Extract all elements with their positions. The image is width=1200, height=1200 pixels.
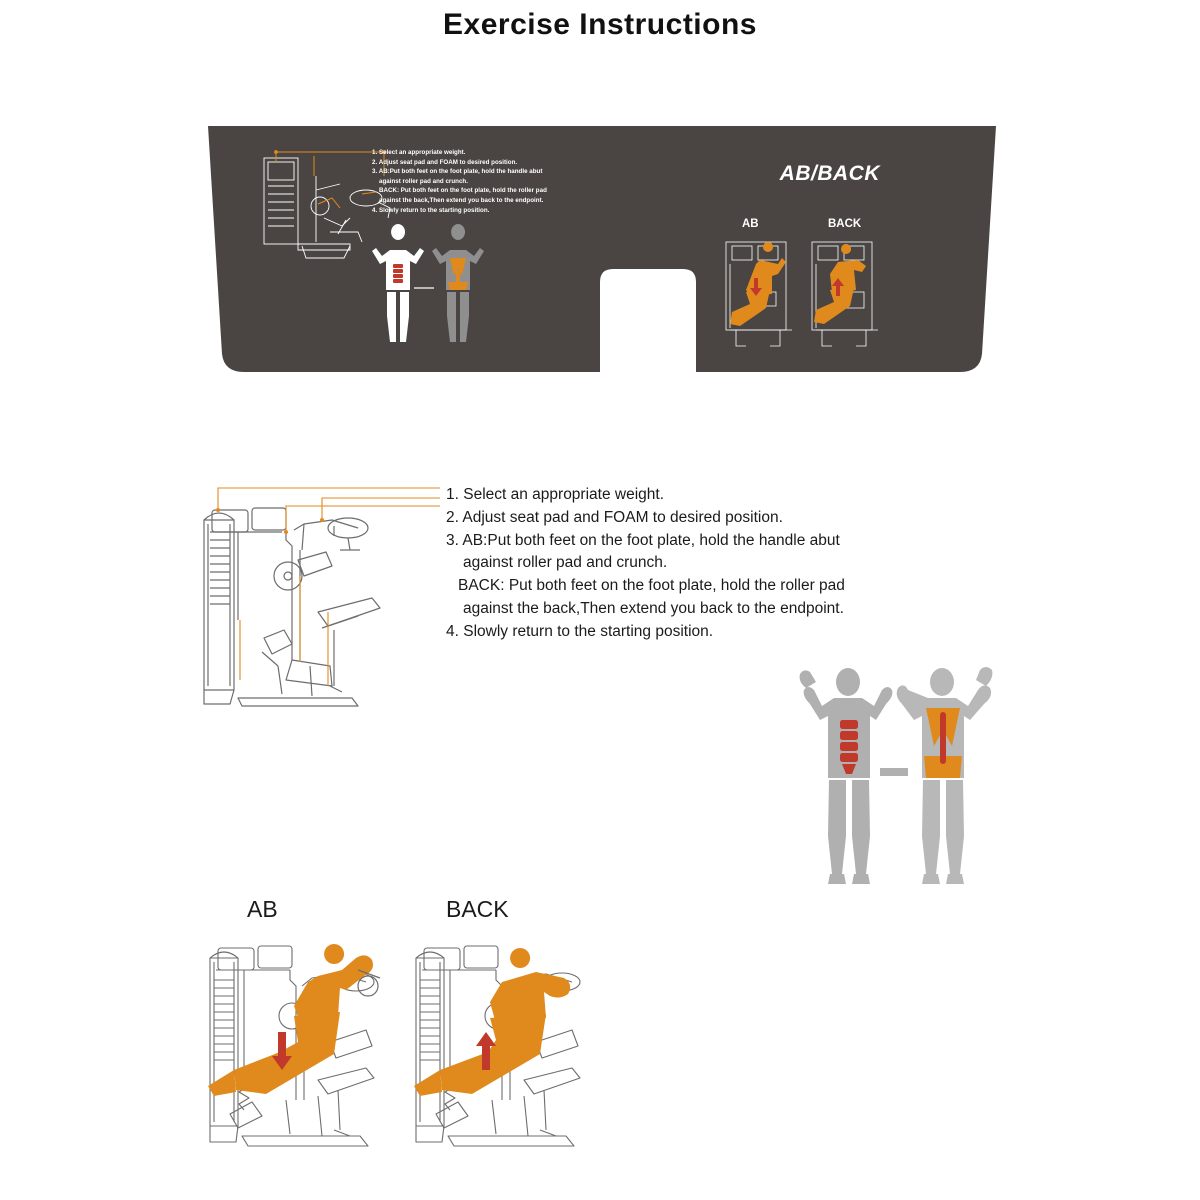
decal-brand-label: AB/BACK [779, 162, 880, 185]
decal-label-back: BACK [828, 218, 862, 230]
decal-ab-figure [716, 234, 806, 354]
instruction-step-1: 1. Select an appropriate weight. [446, 486, 664, 503]
decal-anatomy-figures [368, 224, 498, 349]
ab-exercise-diagram [208, 944, 380, 1146]
decal-panel [196, 126, 1008, 376]
anatomy-front-figure [800, 668, 893, 884]
decal-steps [372, 148, 612, 215]
bottom-label-back: BACK [446, 896, 509, 922]
decal-step-3d: against the back,Then extend you back to the endpoint. [379, 197, 544, 205]
anatomy-figures [790, 660, 1020, 910]
bottom-label-ab: AB [247, 896, 278, 922]
decal-step-4: 4. Slowly return to the starting position. [372, 206, 490, 214]
instructions-list [446, 484, 966, 643]
page-title: Exercise Instructions [443, 8, 757, 41]
instruction-step-3d: against the back,Then extend you back to the endpoint. [463, 599, 844, 617]
instruction-step-4: 4. Slowly return to the starting position. [446, 622, 714, 640]
decal-step-3c: BACK: Put both feet on the foot plate, hold the roller pad [379, 187, 547, 195]
decal-back-figure [802, 234, 892, 354]
back-exercise-diagram [414, 946, 580, 1146]
machine-line-drawing [182, 480, 442, 740]
decal-step-1: 1. Select an appropriate weight. [372, 149, 466, 156]
decal-step-3b: against roller pad and crunch. [379, 177, 468, 185]
decal-step-2: 2. Adjust seat pad and FOAM to desired position. [372, 158, 518, 166]
instruction-step-3: 3. AB:Put both feet on the foot plate, hold the handle abut [446, 531, 840, 549]
instruction-step-3b: against roller pad and crunch. [463, 554, 668, 572]
instruction-step-2: 2. Adjust seat pad and FOAM to desired position. [446, 508, 783, 526]
spine-highlight [940, 712, 946, 764]
bottom-exercise-diagrams [190, 930, 610, 1180]
decal-step-3: 3. AB:Put both feet on the foot plate, hold the handle abut [372, 168, 543, 176]
decal-label-ab: AB [742, 218, 759, 230]
instruction-step-3c: BACK: Put both feet on the foot plate, hold the roller pad [458, 577, 845, 595]
